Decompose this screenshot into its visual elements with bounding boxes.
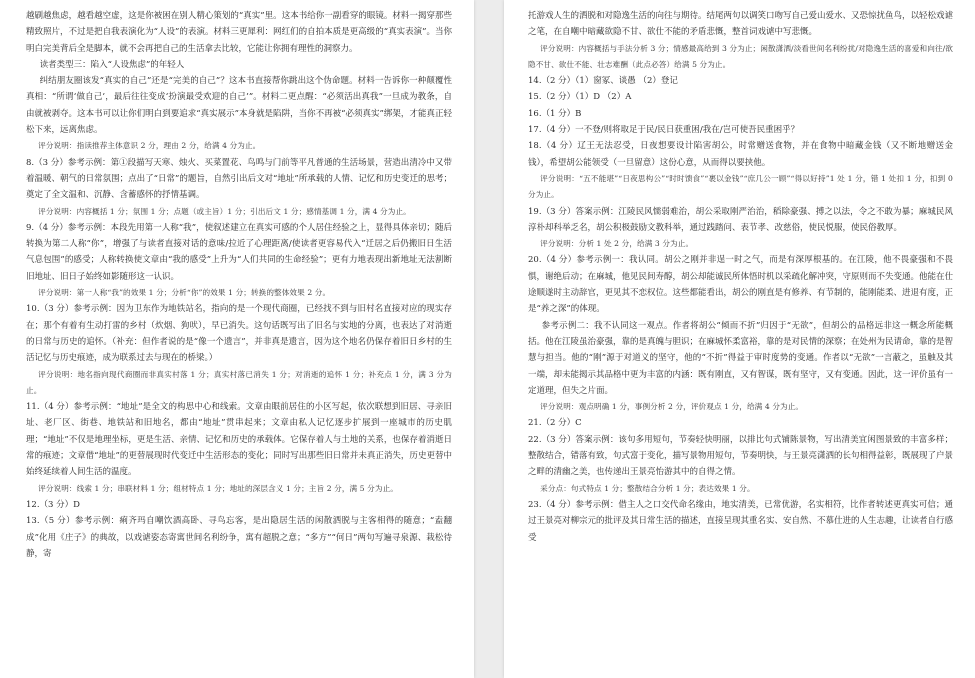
text-paragraph: 托游戏人生的洒脱和对隐逸生活的向往与期待。结尾两句以调笑口吻写自己爱山爱水、又恐惊扰鱼鸟，以轻松戏谑之笔，在自嘲中暗藏欲隐不甘、欲仕不能的矛盾悲慨，整首词戏谑中写悲慨。 — [528, 11, 954, 38]
scoring-note: 评分说明：分析 1 处 2 分，给满 3 分为止。 — [540, 239, 694, 249]
right-page — [504, 0, 975, 678]
answer-19: 19.（3 分）答案示例：江陵民风懦弱难治，胡公采取刚严治治，稻除豪强、搏之以法，令之不敢为暴；麻城民风淳朴却科举乏名，胡公积极鼓励文教科举，通过践踏问、表节孝、改慈俗，使民悦服，使民俗教厚。 — [528, 206, 953, 233]
answer-17: 17.（4 分）一不登/则将取足于民/民日获重困/我在/岂可使吾民重困乎？ — [528, 125, 800, 136]
text-paragraph: 越刷越焦虑，越看越空虚，这是你被困在别人精心策划的“真实”里。这本书给你一副看穿的眼镜。材料一揭穿那些精致照片，不过是把自我表演化为“人设”的表演。材料三更犀利：网红们的自拍本质是更高级的“真实表演”。当你明白完美背后全是脚本，就不会再把自己的生活拿去比较，它能让你拥有理性的洞察力。 — [26, 11, 452, 54]
left-page — [0, 0, 474, 678]
answer-10: 10.（3 分）参考示例：因为卫东作为地铁站名，指向的是一个现代商圈，已经找不到与旧村名直接对应的现实存在；那个有着有生动打雷的乡村（炊烟、狗吠），早已消失。这句话既写出了旧名与实地的分离，也表达了对消逝的日常与历史的追怀。（补充：但作者说的是“像一个遗言”，并非真是遗言，因为这个地名仍保存着旧日乡村的生活记忆与历史痕迹，成为联系过去与现在的桥梁。） — [26, 304, 452, 364]
answer-22: 22.（3 分）答案示例：该句多用短句，节奏轻快明丽，以排比句式铺陈景物，写出清美宜闲图景致的丰富多样；整散结合，错落有致，句式富于变化，描写景物用短句，节奏明快，与王景亮潇洒的长句相得益彰，既展现了户景之畔的清幽之美，也传递出王景亮怡游其中的自得之情。 — [528, 434, 954, 478]
scoring-note: 评分说明：内容概括 1 分；氛围 1 分；点题（或主旨）1 分；引出后文 1 分；感情基调 1 分，满 4 分为止。 — [38, 206, 411, 216]
answer-18: 18.（4 分）辽王无法忍受，日夜想要设计陷害胡公，时常赠送食物，并在食物中暗藏金钱（又不断地赠送金钱），希望胡公能领受（一旦留意）这份心意，从而得以要挟他。 — [528, 141, 953, 168]
scoring-note: 评分说明：地名指向现代商圈而非真实村落 1 分；真实村落已消失 1 分；对消逝的追怀 1 分；补充点 1 分，满 3 分为止。 — [26, 369, 452, 395]
answer-11: 11.（4 分）参考示例：“地址”是全文的构思中心和线索。文章由眼前居住的小区写起，依次联想到旧居、寻亲旧址、老厂区、街巷、地铁站和旧地名，都由“地址”贯串起来；文章由私人记忆逐步扩展到一座城市的历史肌理；“地址”不仅是地理坐标，更是生活、亲情、记忆和历史的承载体。它保存着人与土地的关系，也保存着消逝日常的痕迹；文章借“地址”的更替展现时代变迁中生活形态的变化；同时写出那些旧日常并未真正消失，历史更替中始终延续着人间生活的温度。 — [26, 402, 452, 478]
answer-20-example-2: 参考示例二：我不认同这一观点。作者将胡公“倾而不折”归因于“无欲”，但胡公的品格远非这一概念所能概括。他在江陵虽治豪强，靠的是真魄与胆识；在麻城怀柔富裕，靠的是对民情的深察；在处州为民请命，靠的是智慧与担当。他的“刚”源于对道义的坚守，他的“不折”得益于审时度势的变通。作者以“无欲”一言蔽之，虽触及其一端，却未能揭示其品格中更为丰富的内涵：既有刚直，又有智谋，既有坚守，又有变通。因此，这一评价虽有一定道理，但失之片面。 — [528, 320, 954, 396]
answer-15: 15.（2 分）（1）D （2）A — [528, 92, 632, 103]
answer-20: 20.（4 分）参考示例一：我认同。胡公之刚并非逞一时之气，而是有深厚根基的。在江陵，他不畏豪强和不畏惧，谢绝后动；在麻城，他见民间寿醇，胡公却能诚民所体悟时机以采疏化解冲突，守原则而不失变通。他能在仕途顺遂时主动辞官，更见其不恋权位。这些都能看出，胡公的刚直是有修养、有节制的，能刚能柔、进退有度，正是“养之深”的体现。 — [528, 255, 954, 315]
reader-type-heading: 读者类型三：陷入“人设焦虑”的年轻人 — [39, 59, 185, 70]
answer-8: 8.（3 分）参考示例：第①段描写天寒、烛火、买菜置花、鸟鸣与门前等平凡普通的生活场景，营造出清冷中又带着温暖、朝气的日常氛围；点出了“日常”的题旨，自然引出后文对“地址”所承载的人情、记忆和历史变迁的思考；奠定了全文温和、沉静、含蓄感怀的抒情基调。 — [26, 157, 452, 201]
scoring-note: 评分说明：“五不能堪”“日夜思构公”“时时馈食”“裹以金钱”“庶几公一顾”“得以好持”1 处 1 分，错 1 处扣 1 分，扣到 0 分为止。 — [528, 173, 953, 200]
text-paragraph: 纠结朋友圈该发“真实的自己”还是“完美的自己”？这本书直接帮你跳出这个伪命题。材料一告诉你一种颠覆性真相：“所谓‘做自己’，最后往往变成‘扮演最受欢迎的自己’”。材料二更点醒：“必须活出真我”一旦成为教条，自由就被剥夺。这本书可以让你们明白到要追求“真实展示”本身就是陷阱，当你不再被“必须真实”绑架，才能真正轻松下来，远离焦虑。 — [26, 76, 452, 136]
answer-21: 21.（2 分）C — [528, 418, 582, 429]
answer-14: 14.（2 分）（1）窗冢、谈愚 （2）登记 — [528, 76, 678, 87]
scoring-note: 评分说明：内容概括与手法分析 3 分；情感最高给到 3 分为止；闲散潇洒/淡看世间名利纷扰/对隐逸生活的喜爱和向往/欲隐不甘、欲仕不能、壮志难酬（此点必答）给满 5 分为止。 — [528, 43, 953, 69]
scoring-note: 评分说明：指读推荐主体意识 2 分，理由 2 分，给满 4 分为止。 — [38, 141, 261, 151]
scoring-note: 采分点：句式特点 1 分；整散结合分析 1 分；表达效果 1 分。 — [540, 483, 755, 493]
answer-23: 23.（4 分）参考示例：借主人之口交代命名缘由，地实清美，已常优游，名实相符，比作者转述更真实可信；通过王景亮对柳宗元的批评及其日常生活的描述，直接呈现其重名实、安自然、不慕仕进的人生志趣，让读者自行感受 — [528, 499, 954, 543]
answer-12: 12.（3 分）D — [26, 499, 80, 510]
answer-9: 9.（4 分）参考示例：本段先用第一人称“我”，使叙述建立在真实可感的个人居住经验之上，显得具体亲切；随后转换为第二人称“你”，增强了与读者直接对话的意味/拉近了心理距离/使读者更容易代入“迁居之后仍搬旧日生活气息包围”的感受；人称转换使文章由“我的感受”上升为“人们共同的生命经验”；更有力地表现出新地址无法割断旧地址、旧日子始终如影随形这一认识。 — [26, 222, 452, 282]
scoring-note: 评分说明：线索 1 分；串联材料 1 分；组材特点 1 分；地址的深层含义 1 分；主旨 2 分，满 5 分为止。 — [38, 483, 398, 493]
scoring-note: 评分说明：观点明确 1 分，事例分析 2 分，评价观点 1 分，给满 4 分为止。 — [540, 402, 804, 412]
answer-13: 13.（5 分）参考示例：痢齐玛自嘲饮酒高卧、寻鸟忘客，是出隐居生活的闲散洒脱与主客相得的随意；“盍翻成”化用《庄子》的典故，以戏谑姿态寄寓世间名利纷争，寓有超脱之意；“多方”“何日”两句写遍寻泉源、栽松待静，寄 — [26, 516, 452, 559]
scoring-note: 评分说明：第一人称“我”的效果 1 分；分析“你”的效果 1 分；转换的整体效果 2 分。 — [38, 288, 331, 298]
answer-16: 16.（1 分）B — [528, 108, 582, 119]
